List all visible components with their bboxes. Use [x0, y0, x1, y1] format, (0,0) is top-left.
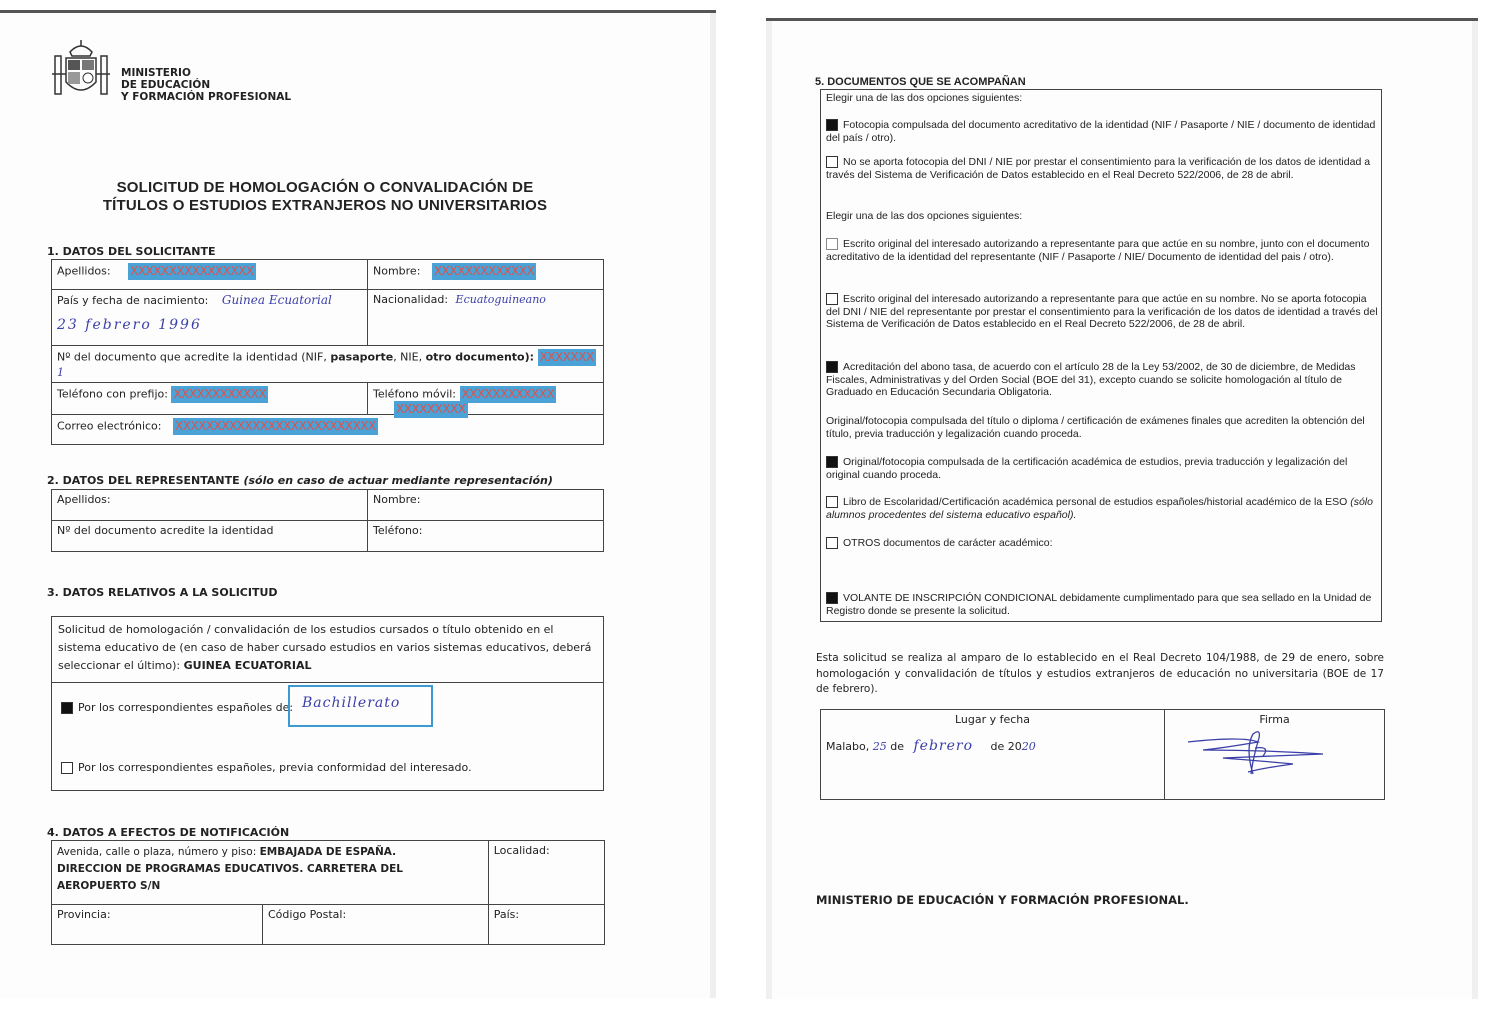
nacionalidad-handwritten-value: Ecuatoguineano [455, 293, 546, 306]
choose-option-text-2: Elegir una de las dos opciones siguientes: [826, 210, 1023, 222]
section-2-title-text: 2. DATOS DEL REPRESENTANTE [47, 474, 240, 487]
doc-item-4-text: Escrito original del interesado autorizando a representante para que actúe en su nombre. No se aporta fotocopia del DNI / NIE del representante por prestar el consentimiento para la verificación de los datos de identidad a través del Sistema de Verificación de Datos establecido en el Real Decreto 522/2006, de 28 de abril. [826, 293, 1378, 330]
logo-line: DE EDUCACIÓN [121, 79, 211, 91]
movil-redacted-value-2: XXXXXXXXX [396, 402, 466, 416]
birthdate-handwritten-value: 23 febrero 1996 [57, 317, 202, 333]
doc-item-7-text: Libro de Escolaridad/Certificación académica personal de estudios españoles/historial académico de la ESO [843, 496, 1348, 508]
documento-cell [52, 346, 604, 383]
doc-item-8-text: OTROS documentos de carácter académico: [843, 537, 1053, 549]
notification-table [51, 840, 605, 945]
pais-cell: País: [488, 905, 604, 945]
doc-item-8-checkbox[interactable] [826, 537, 838, 549]
choose-option-text-1: Elegir una de las dos opciones siguientes: [826, 92, 1023, 104]
doc-item-2-checkbox[interactable] [826, 156, 838, 168]
request-system-text: Solicitud de homologación / convalidación de los estudios cursados o título obtenido en el sistema educativo de (en caso de haber cursado estudios en varios sistemas educativos, deberá seleccionar el último): [58, 623, 592, 672]
request-country: GUINEA ECUATORIAL [183, 659, 312, 672]
doc-item-1-text: Fotocopia compulsada del documento acreditativo de la identidad (NIF / Pasaporte / NIE / documento de identidad del país / otro). [826, 119, 1376, 144]
signature-scribble-icon [1183, 728, 1333, 778]
movil-label: Teléfono móvil: [373, 387, 457, 401]
option-equivalent-label: Por los correspondientes españoles de: [78, 701, 294, 714]
doc-item-3-text: Escrito original del interesado autorizando a representante para que actúe en su nombre, junto con el documento acreditativo de la identidad del representante (NIF / Pasaporte / NIE/ Documento de identidad del pais / otro). [826, 238, 1370, 263]
direccion-label: Avenida, calle o plaza, número y piso: [57, 846, 257, 858]
doc-item-2-text: No se aporta fotocopia del DNI / NIE por prestar el consentimiento para la verificación de los datos de identidad a través del Sistema de Verificación de Datos establecido en el Real Decreto 522/2006, de 28 de abril. [826, 156, 1371, 181]
direccion-value: AEROPUERTO S/N [57, 880, 161, 892]
apellidos-cell [52, 260, 368, 290]
diploma-requirement-text: Original/fotocopia compulsada del título o diploma / certificación de exámenes finales que acrediten la obtención del título, previa traducción y legalización cuando proceda. [826, 415, 1365, 440]
doc-label: , NIE, [393, 350, 426, 364]
doc-item-8 [826, 537, 1378, 550]
doc-handwritten-suffix: 1 [57, 366, 64, 379]
section-2-title-note: (sólo en caso de actuar mediante representación) [243, 474, 553, 487]
movil-cell [368, 383, 604, 415]
rep-apellidos-cell: Apellidos: [52, 490, 368, 521]
day-handwritten: 25 [872, 740, 887, 753]
place-date-cell [821, 710, 1165, 800]
logo-line: MINISTERIO [121, 67, 191, 79]
email-redacted-value: XXXXXXXXXXXXXXXXXXXXXXXXXX [175, 419, 376, 433]
doc-item-5-text: Acreditación del abono tasa, de acuerdo con el artículo 28 de la Ley 53/2002, de 30 de diciembre, de Medidas Fiscales, Administrativas y del Orden Social (BOE del 31), excepto cuando se solicite homologación al título de Graduado en Educación Secundaria Obligatoria. [826, 361, 1356, 398]
city-text: Malabo, [826, 740, 870, 753]
request-system-cell [52, 617, 604, 683]
title-line: SOLICITUD DE HOMOLOGACIÓN O CONVALIDACIÓN DE [116, 179, 534, 196]
signature-label: Firma [1259, 713, 1290, 726]
rep-documento-cell: Nº del documento acredite la identidad [52, 521, 368, 552]
place-date-value [826, 738, 1159, 754]
coat-of-arms-icon [52, 38, 110, 100]
doc-item-7-checkbox[interactable] [826, 496, 838, 508]
pais-fecha-cell [52, 290, 368, 346]
doc-item-4-checkbox[interactable] [826, 293, 838, 305]
legal-basis-text: Esta solicitud se realiza al amparo de lo establecido en el Real Decreto 104/1988, de 29 de enero, sobre homologación y convalidación de títulos y estudios extranjeros de educación no universitaria (BOE de 17 de febrero). [816, 652, 1384, 695]
doc-item-2 [826, 156, 1378, 181]
representative-table [51, 489, 604, 552]
nacionalidad-label: Nacionalidad: [373, 293, 449, 306]
option-conformity-label: Por los correspondientes españoles, previa conformidad del interesado. [78, 761, 472, 774]
doc-item-7 [826, 496, 1378, 521]
request-options-cell [52, 683, 604, 791]
section-2-title [47, 474, 553, 487]
section-4-title: 4. DATOS A EFECTOS DE NOTIFICACIÓN [47, 826, 290, 839]
doc-label: Nº del documento que acredite la identidad (NIF, [57, 350, 331, 364]
ministry-logo-text [121, 67, 291, 103]
doc-item-6-text: Original/fotocopia compulsada de la certificación académica de estudios, previa traducción y legalización del original cuando proceda. [826, 456, 1348, 481]
de-text: de [890, 740, 904, 753]
pais-handwritten-value: Guinea Ecuatorial [221, 293, 332, 307]
doc-item-9-checkbox[interactable] [826, 592, 838, 604]
doc-item-4 [826, 293, 1378, 331]
nacionalidad-cell [368, 290, 604, 346]
rep-nombre-cell: Nombre: [368, 490, 604, 521]
title-line: TÍTULOS O ESTUDIOS EXTRANJEROS NO UNIVERSITARIOS [102, 197, 548, 214]
doc-item-5 [826, 361, 1378, 399]
doc-label-bold: otro documento): [425, 350, 535, 364]
option-equivalent-checkbox[interactable] [61, 702, 73, 714]
codigo-postal-cell: Código Postal: [263, 905, 489, 945]
apellidos-redacted-value: XXXXXXXXXXXXXXXX [130, 264, 254, 278]
option-conformity-checkbox[interactable] [61, 762, 73, 774]
equivalent-title-box[interactable] [288, 685, 433, 727]
document-page-2 [766, 18, 1478, 999]
doc-item-3-checkbox[interactable] [826, 238, 838, 250]
doc-item-9-text: VOLANTE DE INSCRIPCIÓN CONDICIONAL debidamente cumplimentado para que sea sellado en la Unidad de Registro donde se presente la solicitud. [826, 592, 1372, 617]
section-5-title: 5. DOCUMENTOS QUE SE ACOMPAÑAN [815, 76, 1026, 88]
doc-item-1-checkbox[interactable] [826, 119, 838, 131]
telefono-cell [52, 383, 368, 415]
section-3-title: 3. DATOS RELATIVOS A LA SOLICITUD [47, 586, 278, 599]
nombre-cell [368, 260, 604, 290]
attached-documents-box [820, 89, 1382, 622]
doc-item-6-checkbox[interactable] [826, 456, 838, 468]
email-label: Correo electrónico: [57, 419, 162, 433]
direccion-cell [52, 841, 489, 905]
doc-item-7-note: (sólo alumnos procedentes del sistema educativo español). [826, 496, 1373, 521]
logo-line: Y FORMACIÓN PROFESIONAL [121, 91, 292, 103]
doc-redacted-value: XXXXXXX [539, 350, 594, 364]
ministry-footer: MINISTERIO DE EDUCACIÓN Y FORMACIÓN PROFESIONAL. [816, 893, 1189, 907]
year-prefix-text: de 20 [990, 740, 1022, 753]
doc-item-3 [826, 238, 1378, 263]
doc-item-5-checkbox[interactable] [826, 361, 838, 373]
rep-telefono-cell: Teléfono: [368, 521, 604, 552]
telefono-label: Teléfono con prefijo: [57, 387, 168, 401]
place-date-label: Lugar y fecha [954, 713, 1031, 726]
doc-item-9 [826, 592, 1378, 617]
nombre-redacted-value: XXXXXXXXXXXXX [433, 264, 535, 278]
pais-label: País y fecha de nacimiento: [57, 294, 209, 307]
telefono-redacted-value: XXXXXXXXXXXX [173, 387, 267, 401]
direccion-value: EMBAJADA DE ESPAÑA. [259, 846, 397, 858]
signature-table [820, 709, 1385, 800]
request-data-table [51, 616, 604, 791]
movil-redacted-value: XXXXXXXXXXXX [461, 387, 555, 401]
applicant-data-table [51, 259, 604, 445]
option-conformity-row [61, 761, 472, 774]
section-1-title: 1. DATOS DEL SOLICITANTE [47, 245, 216, 258]
option-equivalent-row [61, 701, 293, 714]
localidad-cell: Localidad: [488, 841, 604, 905]
equivalent-title-handwritten: Bachillerato [302, 695, 401, 711]
signature-cell [1165, 710, 1385, 800]
email-cell [52, 415, 604, 445]
document-page-1 [0, 10, 716, 998]
nombre-label: Nombre: [373, 264, 421, 278]
doc-item-1 [826, 119, 1378, 144]
doc-item-6 [826, 456, 1378, 481]
direccion-value: DIRECCION DE PROGRAMAS EDUCATIVOS. CARRETERA DEL [57, 863, 403, 875]
apellidos-label: Apellidos: [57, 264, 111, 278]
year-handwritten: 20 [1021, 740, 1036, 753]
document-title [40, 179, 610, 215]
doc-label-bold: pasaporte [330, 350, 394, 364]
provincia-cell: Provincia: [52, 905, 263, 945]
month-handwritten: febrero [913, 738, 974, 754]
